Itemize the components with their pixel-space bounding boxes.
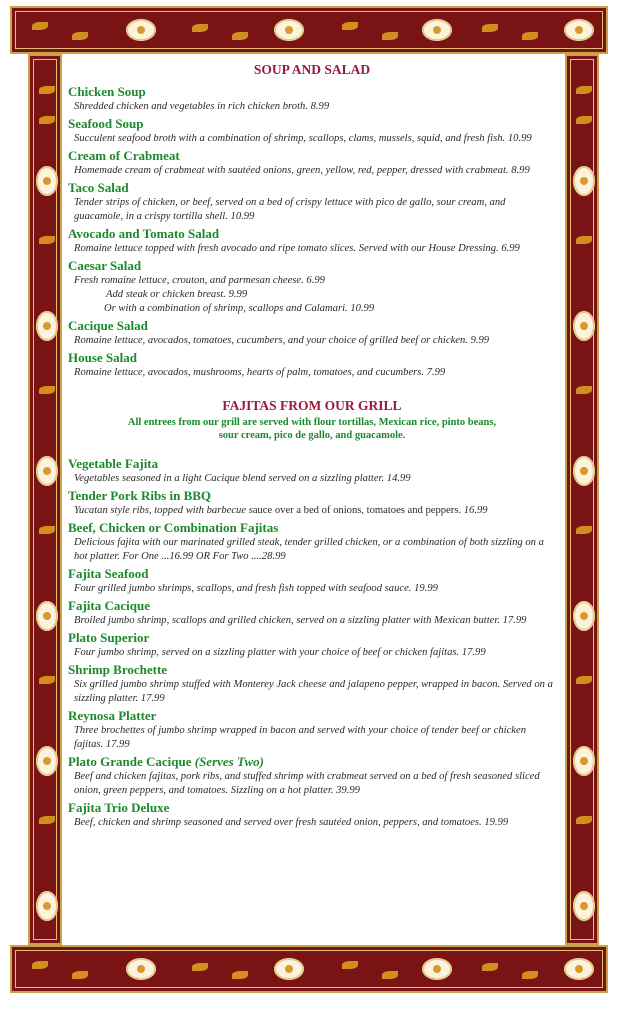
subtitle-line: All entrees from our grill are served with flour tortillas, Mexican rice, pinto beans, (127, 417, 497, 428)
leaf-icon (522, 32, 538, 40)
item-name-text: Plato Grande Cacique (68, 754, 192, 769)
section-title-soup-salad: SOUP AND SALAD (253, 62, 371, 77)
desc-part: Yucatan style ribs, topped with barbecue s (74, 505, 253, 516)
leaf-icon (39, 86, 55, 94)
item-name: Beef, Chicken or Combination Fajitas (68, 520, 279, 535)
menu-item (68, 662, 556, 706)
section-title-fajitas: FAJITAS FROM OUR GRILL (222, 398, 402, 413)
leaf-icon (576, 816, 592, 824)
leaf-icon (482, 24, 498, 32)
item-name: Chicken Soup (68, 84, 146, 99)
leaf-icon (576, 116, 592, 124)
flower-icon (36, 891, 58, 921)
flower-icon (36, 166, 58, 196)
item-name: Shrimp Brochette (68, 662, 168, 677)
flower-icon (422, 958, 452, 980)
item-name: Fajita Seafood (68, 566, 149, 581)
leaf-icon (382, 32, 398, 40)
bottom-border (10, 945, 608, 993)
menu-item (68, 708, 556, 752)
item-name: Reynosa Platter (68, 708, 157, 723)
menu-item (68, 754, 556, 798)
menu-item (68, 318, 556, 348)
menu-item (68, 630, 556, 660)
item-description: Romaine lettuce, avocados, tomatoes, cucumbers, and your choice of grilled beef or chicken. 9.99 (74, 335, 490, 346)
leaf-icon (482, 963, 498, 971)
flower-icon (573, 166, 595, 196)
flower-icon (36, 311, 58, 341)
leaf-icon (72, 32, 88, 40)
item-description: Broiled jumbo shrimp, scallops and grilled chicken, served on a sizzling platter with Mexican butter. 17.99 (74, 615, 527, 626)
item-name: House Salad (68, 350, 137, 365)
item-description: Romaine lettuce, avocados, mushrooms, hearts of palm, tomatoes, and cucumbers. 7.99 (74, 367, 446, 378)
right-border (565, 54, 599, 945)
serves-two-tag: (Serves Two) (194, 754, 264, 769)
flower-icon (573, 311, 595, 341)
leaf-icon (39, 526, 55, 534)
item-description: Homemade cream of crabmeat with sautéed onions, green, yellow, red, pepper, dressed with crabmeat. 8.99 (74, 165, 530, 176)
flower-icon (36, 601, 58, 631)
item-description (68, 504, 556, 518)
leaf-icon (576, 676, 592, 684)
menu-item (68, 116, 556, 146)
flower-icon (126, 19, 156, 41)
item-description: Tender strips of chicken, or beef, served on a bed of crispy lettuce with pico de gallo, sour cream, and guacamole, in a crispy tortilla shell. 10.99 (74, 197, 506, 222)
flower-icon (36, 456, 58, 486)
leaf-icon (39, 386, 55, 394)
leaf-icon (522, 971, 538, 979)
item-description: Three brochettes of jumbo shrimp wrapped in bacon and served with your choice of tender beef or chicken fajitas. 17.99 (74, 725, 527, 750)
leaf-icon (39, 816, 55, 824)
menu-page (68, 58, 556, 940)
menu-item (68, 84, 556, 114)
item-name: Caesar Salad (68, 258, 142, 273)
leaf-icon (32, 961, 48, 969)
leaf-icon (32, 22, 48, 30)
leaf-icon (342, 961, 358, 969)
flower-icon (274, 958, 304, 980)
item-name: Taco Salad (68, 180, 129, 195)
item-description: Vegetables seasoned in a light Cacique blend served on a sizzling platter. 14.99 (74, 473, 411, 484)
leaf-icon (576, 386, 592, 394)
leaf-icon (382, 971, 398, 979)
item-description: Six grilled jumbo shrimp stuffed with Monterey Jack cheese and jalapeno pepper, wrapped in bacon. Served on a sizzling platter. 17.99 (74, 679, 553, 704)
menu-item (68, 258, 556, 316)
item-name: Vegetable Fajita (68, 456, 159, 471)
item-description: Fresh romaine lettuce, crouton, and parmesan cheese. 6.99 (74, 275, 325, 286)
flower-icon (126, 958, 156, 980)
item-name: Plato Superior (68, 630, 150, 645)
left-border (28, 54, 62, 945)
flower-icon (573, 746, 595, 776)
flower-icon (573, 456, 595, 486)
item-name (68, 754, 556, 770)
desc-part: auce over a bed of onions, tomatoes and peppers. (252, 505, 462, 516)
item-description: Four grilled jumbo shrimps, scallops, and fresh fish topped with seafood sauce. 19.99 (74, 583, 438, 594)
flower-icon (36, 746, 58, 776)
flower-icon (422, 19, 452, 41)
leaf-icon (576, 236, 592, 244)
item-description: Shredded chicken and vegetables in rich chicken broth. 8.99 (74, 101, 330, 112)
item-description: Romaine lettuce topped with fresh avocado and ripe tomato slices. Served with our House Dressing. 6.99 (74, 243, 520, 254)
leaf-icon (232, 32, 248, 40)
top-border (10, 6, 608, 54)
item-name: Tender Pork Ribs in BBQ (68, 488, 212, 503)
section-subtitle (68, 416, 556, 442)
item-addon: Add steak or chicken breast. 9.99 (106, 289, 248, 300)
item-name: Cream of Crabmeat (68, 148, 180, 163)
leaf-icon (39, 116, 55, 124)
item-addon: Or with a combination of shrimp, scallops and Calamari. 10.99 (104, 303, 375, 314)
flower-icon (573, 601, 595, 631)
menu-item (68, 180, 556, 224)
item-name: Seafood Soup (68, 116, 144, 131)
leaf-icon (39, 236, 55, 244)
price: 16.99 (461, 505, 488, 516)
flower-icon (564, 958, 594, 980)
leaf-icon (72, 971, 88, 979)
item-name: Fajita Trio Deluxe (68, 800, 170, 815)
flower-icon (564, 19, 594, 41)
leaf-icon (576, 526, 592, 534)
item-name: Fajita Cacique (68, 598, 150, 613)
menu-item (68, 800, 556, 830)
menu-item (68, 598, 556, 628)
leaf-icon (39, 676, 55, 684)
leaf-icon (576, 86, 592, 94)
menu-item (68, 566, 556, 596)
menu-item (68, 520, 556, 564)
menu-item (68, 148, 556, 178)
subtitle-line: sour cream, pico de gallo, and guacamole. (218, 430, 406, 441)
leaf-icon (192, 24, 208, 32)
menu-item (68, 488, 556, 518)
leaf-icon (192, 963, 208, 971)
item-description: Succulent seafood broth with a combination of shrimp, scallops, clams, mussels, squid, and fresh fish. 10.99 (74, 133, 532, 144)
item-description: Delicious fajita with our marinated grilled steak, tender grilled chicken, or a combination of both sizzling on a hot platter. For One ...16.99 OR For Two ....28.99 (74, 537, 544, 562)
leaf-icon (342, 22, 358, 30)
item-name: Cacique Salad (68, 318, 148, 333)
item-description: Beef, chicken and shrimp seasoned and served over fresh sautéed onion, peppers, and tomatoes. 19.99 (74, 817, 509, 828)
flower-icon (573, 891, 595, 921)
item-description: Four jumbo shrimp, served on a sizzling platter with your choice of beef or chicken fajitas. 17.99 (74, 647, 486, 658)
menu-item (68, 456, 556, 486)
menu-item (68, 226, 556, 256)
menu-item (68, 350, 556, 380)
leaf-icon (232, 971, 248, 979)
flower-icon (274, 19, 304, 41)
item-description: Beef and chicken fajitas, pork ribs, and stuffed shrimp with crabmeat served on a bed of fresh seasoned sliced onion, green peppers, and tomatoes. Sizzling on a hot platter. 39.99 (74, 771, 540, 796)
item-name: Avocado and Tomato Salad (68, 226, 220, 241)
